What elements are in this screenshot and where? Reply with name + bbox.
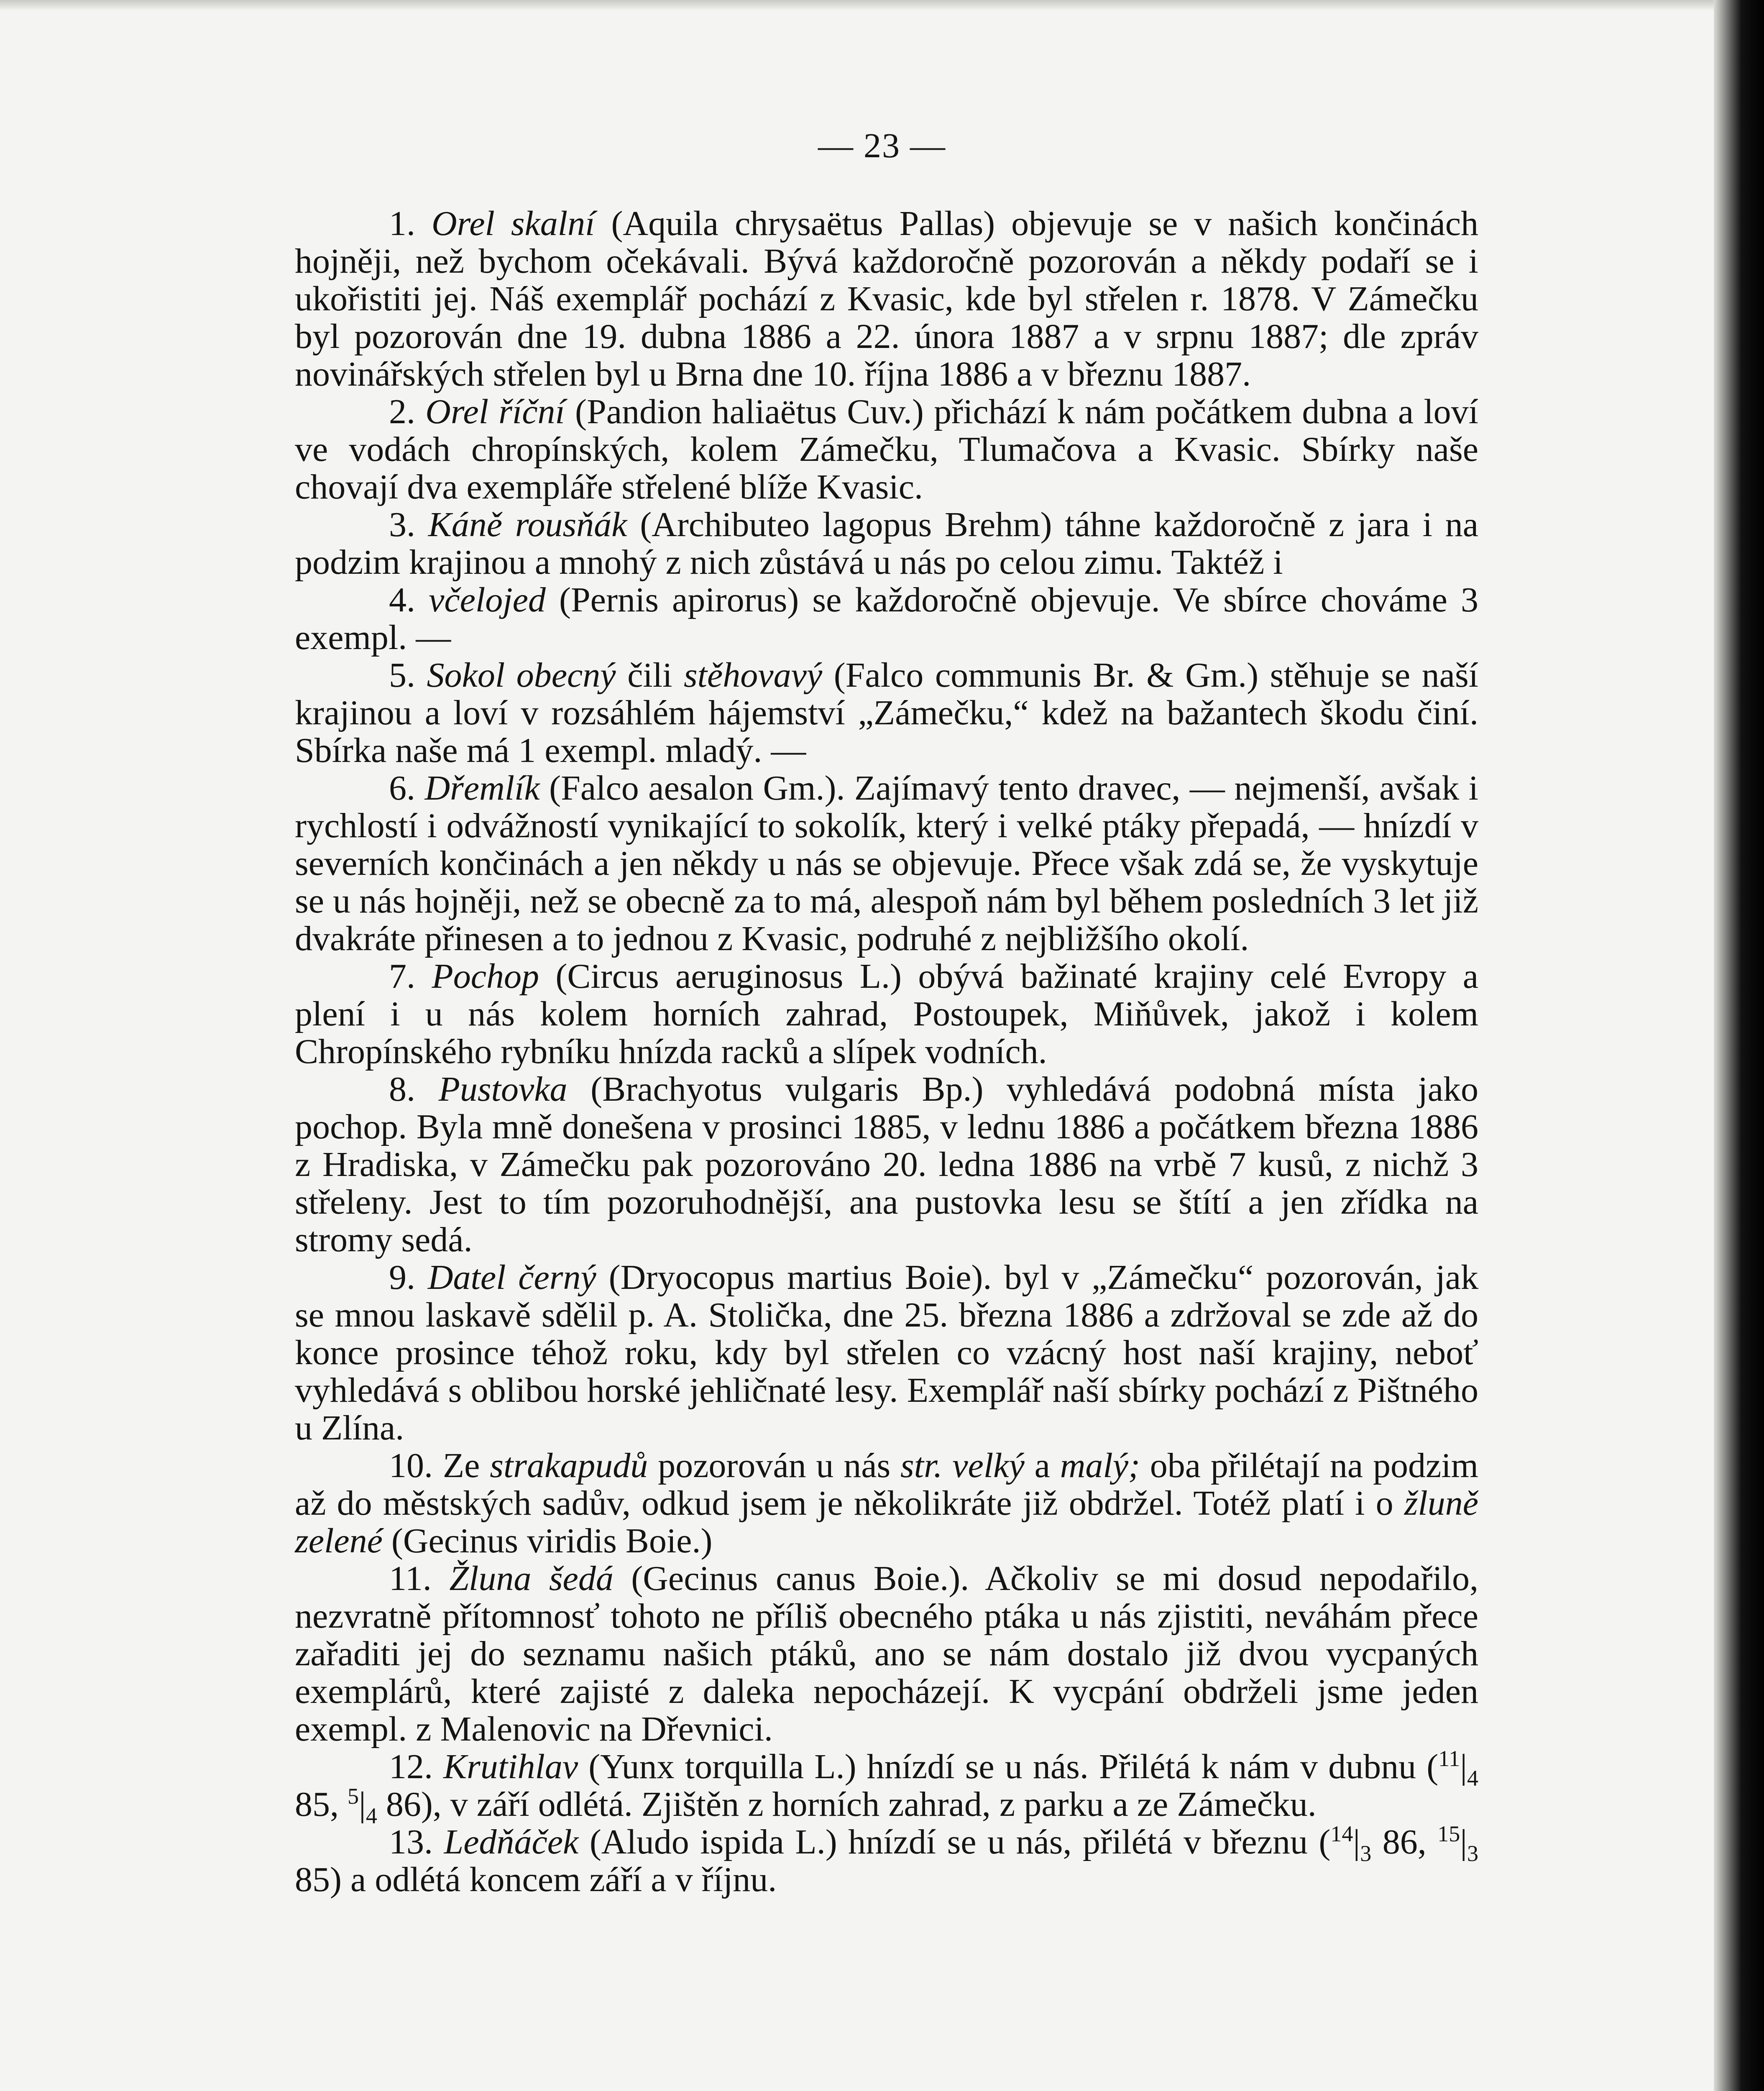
species-name: Káně rousňák	[428, 505, 627, 544]
species-name: Pustovka	[438, 1070, 568, 1109]
date-month: 4	[1467, 1765, 1479, 1791]
species-name-3: malý;	[1060, 1446, 1140, 1485]
entry-2: 2. Orel říční (Pandion haliaëtus Cuv.) přichází k nám počátkem dubna a loví ve vodách chropínských, kolem Zámečku, Tlumačova a Kvasic. Sbírky naše chovají dva exempláře střelené blíže Kvasic.	[295, 392, 1478, 506]
entry-6: 6. Dřemlík (Falco aesalon Gm.). Zajímavý tento dravec, — nejmenší, avšak i rychlostí i odvážností vynikající to sokolík, který i velké ptáky přepadá, — hnízdí v severních končinách a jen někdy u nás se objevuje. Přece však zdá se, že vyskytuje se u nás hojněji, než se obecně za to má, alespoň nám byl během posledních 3 let již dvakráte přinesen a to jednou z Kvasic, podruhé z nejbližšího okolí.	[295, 769, 1478, 958]
species-name-4: žluně zelené	[295, 1484, 1478, 1560]
date-month: 3	[1360, 1840, 1372, 1866]
scan-border-right	[1714, 0, 1764, 2091]
page-body	[295, 205, 1478, 1899]
date-day: 5	[348, 1784, 359, 1809]
entry-10: 10. Ze strakapudů pozorován u nás str. velký a malý; oba přilétají na podzim až do městských sadův, odkud jsem je několikráte již obdržel. Totéž platí i o žluně zelené (Gecinus viridis Boie.)	[295, 1446, 1478, 1560]
entry-8: 8. Pustovka (Brachyotus vulgaris Bp.) vyhledává podobná místa jako pochop. Byla mně donešena v prosinci 1885, v lednu 1886 a počátkem března 1886 z Hradiska, v Zámečku pak pozorováno 20. ledna 1886 na vrbě 7 kusů, z nichž 3 střeleny. Jest to tím pozoruhodnější, ana pustovka lesu se štítí a jen zřídka na stromy sedá.	[295, 1070, 1479, 1259]
date-month: 3	[1467, 1840, 1479, 1866]
page-number: — 23 —	[818, 126, 946, 165]
species-name-2: str. velký	[900, 1446, 1025, 1485]
species-name: strakapudů	[490, 1446, 648, 1485]
entry-5: 5. Sokol obecný čili stěhovavý (Falco communis Br. & Gm.) stěhuje se naší krajinou a loví v rozsáhlém hájemství „Zámečku,“ kdež na bažantech škodu činí. Sbírka naše má 1 exempl. mladý. —	[295, 656, 1478, 770]
species-name: Sokol obecný	[427, 656, 616, 695]
species-name: Ledňáček	[444, 1823, 579, 1861]
entry-12: 12. Krutihlav (Yunx torquilla L.) hnízdí se u nás. Přilétá k nám v dubnu ($^{11}|_4$ 85, $^5|_4$ 86), v září odlétá. Zjištěn z horních zahrad, z parku a ze Zámečku.	[295, 1746, 1479, 1828]
species-name: Orel skalní	[431, 204, 595, 243]
species-name-alt: stěhovavý	[683, 656, 823, 695]
date-day: 14	[1330, 1821, 1353, 1846]
entry-11: 11. Žluna šedá (Gecinus canus Boie.). Ačkoliv se mi dosud nepodařilo, nezvratně přítomnosť tohoto ne příliš obecného ptáka u nás zjistiti, neváhám přece zařaditi jej do seznamu našich ptáků, ano se nám dostalo již dvou vycpaných exemplárů, které zajisté z daleka nepocházejí. K vycpání obdrželi jsme jeden exempl. z Malenovic na Dřevnici.	[295, 1559, 1479, 1748]
species-name: Datel černý	[427, 1258, 596, 1297]
entry-7: 7. Pochop (Circus aeruginosus L.) obývá bažinaté krajiny celé Evropy a plení i u nás kolem horních zahrad, Postoupek, Miňůvek, jakož i kolem Chropínského rybníku hnízda racků a slípek vodních.	[295, 957, 1479, 1071]
date-month: 4	[366, 1803, 377, 1828]
species-name: Pochop	[432, 957, 539, 996]
species-name: Krutihlav	[443, 1747, 578, 1786]
entry-9: 9. Datel černý (Dryocopus martius Boie). byl v „Zámečku“ pozorován, jak se mnou laskavě sdělil p. A. Stolička, dne 25. března 1886 a zdržoval se zde až do konce prosince téhož roku, kdy byl střelen co vzácný host naší krajiny, neboť vyhledává s oblibou horské jehličnaté lesy. Exemplář naší sbírky pochází z Pištného u Zlína.	[295, 1258, 1478, 1447]
entry-13: 13. Ledňáček (Aludo ispida L.) hnízdí se u nás, přilétá v březnu ($^{14}|_3$ 86, $^{15}|_3$ 85) a odlétá koncem září a v říjnu.	[295, 1821, 1479, 1899]
species-name: Orel říční	[425, 392, 565, 431]
date-day: 11	[1438, 1746, 1460, 1771]
species-name: včelojed	[429, 580, 546, 619]
entry-1: 1. Orel skalní (Aquila chrysaëtus Pallas) objevuje se v našich končinách hojněji, než bychom očekávali. Bývá každoročně pozorován a někdy podaří se i ukořistiti jej. Náš exemplář pochází z Kvasic, kde byl střelen r. 1878. V Zámečku byl pozorován dne 19. dubna 1886 a 22. února 1887 a v srpnu 1887; dle zpráv novinářských střelen byl u Brna dne 10. října 1886 a v březnu 1887.	[295, 204, 1479, 394]
date-day: 15	[1437, 1821, 1460, 1846]
scan-border-top	[0, 0, 1764, 11]
entry-4: 4. včelojed (Pernis apirorus) se každoročně objevuje. Ve sbírce chováme 3 exempl. —	[295, 580, 1478, 657]
species-name: Žluna šedá	[449, 1559, 614, 1598]
entry-3: 3. Káně rousňák (Archibuteo lagopus Brehm) táhne každoročně z jara i na podzim krajinou a mnohý z nich zůstává u nás po celou zimu. Taktéž i	[295, 505, 1478, 582]
species-name: Dřemlík	[424, 769, 540, 808]
